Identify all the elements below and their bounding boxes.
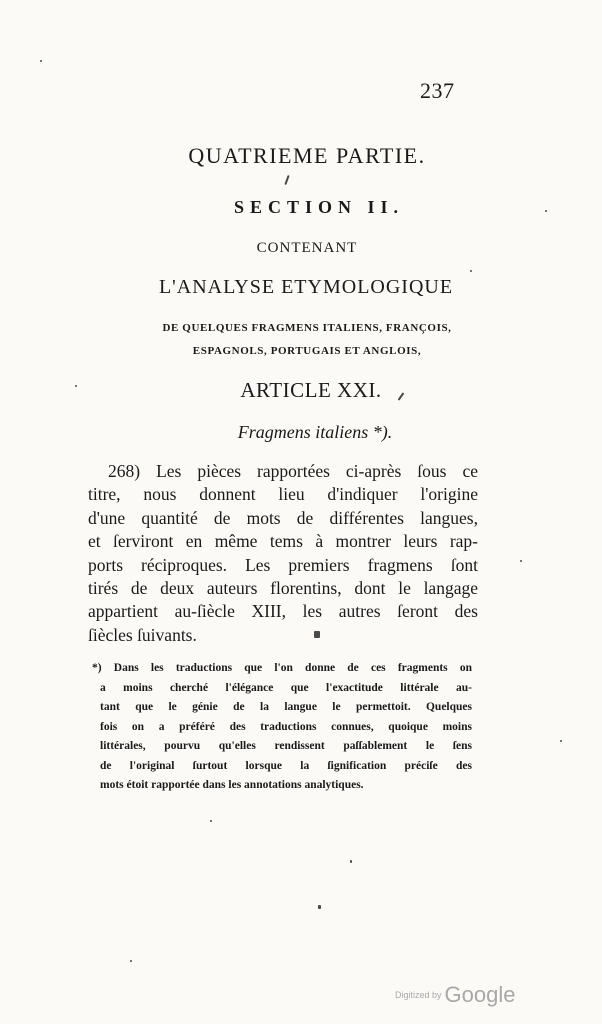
paper-speck	[40, 60, 42, 62]
fragments-line-2: ESPAGNOLS, PORTUGAIS ET ANGLOIS,	[192, 345, 422, 357]
body-line: ſiècles ſuivants.	[88, 624, 197, 645]
paper-speck	[210, 820, 212, 822]
fragments-line-1: DE QUELQUES FRAGMENS ITALIENS, FRANÇOIS,	[162, 322, 452, 334]
paper-speck	[314, 631, 320, 638]
body-paragraph	[88, 460, 478, 647]
watermark-prefix: Digitized by	[395, 990, 442, 1000]
body-line: appartient au-ſiècle XIII, les autres ſeront des	[88, 601, 478, 622]
body-line: titre, nous donnent lieu d'indiquer l'origine	[88, 484, 478, 505]
paper-speck	[284, 175, 289, 185]
paper-speck	[470, 270, 472, 272]
body-line: 268) Les pièces rapportées ci-après ſous ce	[108, 461, 478, 481]
footnote-line: tant que le génie de la langue le permettoit. Quelques	[100, 701, 472, 713]
footnote-line: littérales, pourvu qu'elles rendissent paſſablement le ſens	[100, 740, 472, 752]
paper-speck	[545, 210, 547, 212]
page-number: 237	[420, 78, 455, 103]
paper-speck	[318, 905, 321, 909]
footnote-line: *) Dans les traductions que l'on donne de ces fragments on	[92, 662, 472, 674]
footnote-line: mots étoit rapportée dans les annotations analytiques.	[100, 779, 364, 791]
article-subtitle: Fragmens italiens *).	[237, 422, 393, 442]
section-title: SECTION II.	[233, 197, 405, 217]
paper-speck	[350, 860, 352, 863]
footnote-line: a moins cherché l'élégance que l'exactitude littérale au-	[100, 681, 472, 694]
body-line: et ſerviront en même tems à montrer leurs rap-	[88, 531, 478, 552]
paper-speck	[520, 560, 522, 562]
footnote	[92, 659, 472, 796]
body-line: d'une quantité de mots de différentes langues,	[88, 507, 478, 528]
digitized-watermark	[395, 982, 515, 1008]
google-logo: Google	[444, 982, 516, 1007]
body-line: tirés de deux auteurs florentins, dont le langage	[88, 578, 478, 599]
part-title: QUATRIEME PARTIE.	[188, 143, 426, 168]
body-line: ports réciproques. Les premiers fragmens ſont	[88, 554, 478, 575]
article-title: ARTICLE XXI.	[240, 378, 382, 402]
analyse-title: L'ANALYSE ETYMOLOGIQUE	[158, 276, 454, 298]
paper-speck	[130, 960, 132, 962]
footnote-line: fois on a préféré des traductions connues, quoique moins	[100, 720, 472, 733]
paper-speck	[560, 740, 562, 742]
footnote-line: de l'original ſurtout lorsque la ſignification préciſe des	[100, 759, 472, 772]
contenant-heading: CONTENANT	[256, 240, 358, 256]
paper-speck	[75, 385, 77, 387]
